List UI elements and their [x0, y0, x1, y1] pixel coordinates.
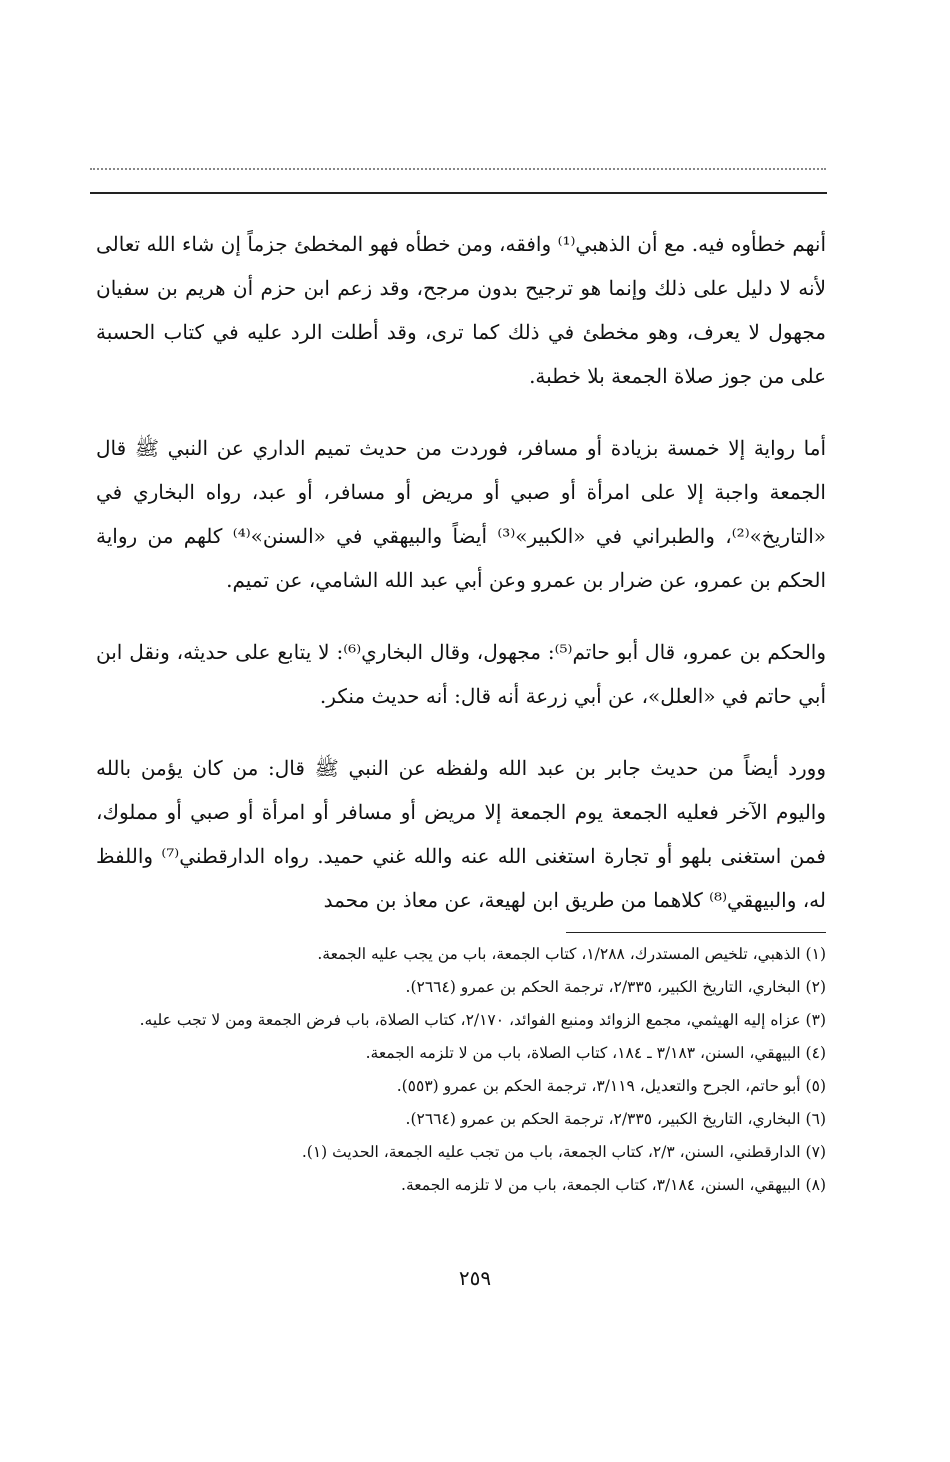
footnote-number: (٢): [805, 978, 826, 996]
paragraph: والحكم بن عمرو، قال أبو حاتم⁽⁵⁾: مجهول، وقال البخاري⁽⁶⁾: لا يتابع على حديثه، ونقل ابن أبي حاتم في «العلل»، عن أبي زرعة أنه قال: أنه حديث منكر.: [96, 640, 826, 708]
footnote-separator: [566, 932, 826, 933]
footnote-number: (٤): [805, 1044, 826, 1062]
footnote-text: أبو حاتم، الجرح والتعديل، ٣/١١٩، ترجمة الحكم بن عمرو (٥٥٣).: [396, 1077, 801, 1095]
footnote: [96, 1008, 826, 1033]
footnote-text: الدارقطني، السنن، ٢/٣، كتاب الجمعة، باب من تجب عليه الجمعة، الحديث (١).: [301, 1143, 801, 1161]
footnote-text: البيهقي، السنن، ٣/١٨٤، كتاب الجمعة، باب من لا تلزمه الجمعة.: [401, 1176, 801, 1194]
footnote-text: الذهبي، تلخيص المستدرك، ١/٢٨٨، كتاب الجمعة، باب من يجب عليه الجمعة.: [317, 945, 801, 963]
paragraph: أنهم خطأوه فيه. مع أن الذهبي⁽¹⁾ وافقه، ومن خطأه فهو المخطئ جزماً إن شاء الله تعالى لأنه لا دليل على ذلك وإنما هو ترجيح بدون مرجح، وقد زعم ابن حزم أن هريم بن سفيان مجهول لا يعرف، وهو مخطئ في ذلك كما ترى، وقد أطلت الرد عليه في كتاب الحسبة على من جوز صلاة الجمعة بلا خطبة.: [96, 232, 826, 388]
footnote-text: البخاري، التاريخ الكبير، ٢/٣٣٥، ترجمة الحكم بن عمرو (٢٦٦٤).: [405, 1110, 801, 1128]
footnote: [96, 1107, 826, 1132]
paragraph: وورد أيضاً من حديث جابر بن عبد الله ولفظه عن النبي ﷺ قال: من كان يؤمن بالله واليوم الآخر فعليه الجمعة يوم الجمعة إلا مريض أو مسافر أو امرأة أو صبي أو مملوك، فمن استغنى بلهو أو تجارة استغنى الله عنه والله غني حميد. رواه الدارقطني⁽⁷⁾ واللفظ له، والبيهقي⁽⁸⁾ كلاهما من طريق ابن لهيعة، عن معاذ بن محمد: [96, 756, 826, 912]
footnote-number: (١): [805, 945, 826, 963]
footnote: [96, 975, 826, 1000]
paragraph: أما رواية إلا خمسة بزيادة أو مسافر، فوردت من حديث تميم الداري عن النبي ﷺ قال الجمعة واجبة إلا على امرأة أو صبي أو مريض أو مسافر، أو عبد، رواه البخاري في «التاريخ»⁽²⁾، والطبراني في «الكبير»⁽³⁾ أيضاً والبيهقي في «السنن»⁽⁴⁾ كلهم من رواية الحكم بن عمرو، عن ضرار بن عمرو وعن أبي عبد الله الشامي، عن تميم.: [96, 436, 827, 592]
footnote-number: (٦): [805, 1110, 826, 1128]
footnote-text: البخاري، التاريخ الكبير، ٢/٣٣٥، ترجمة الحكم بن عمرو (٢٦٦٤).: [405, 978, 801, 996]
footnote-text: البيهقي، السنن، ٣/١٨٣ ـ ١٨٤، كتاب الصلاة، باب من لا تلزمه الجمعة.: [365, 1044, 801, 1062]
footnotes: [96, 942, 826, 1206]
main-text: [96, 222, 826, 922]
footnote-text: عزاه إليه الهيثمي، مجمع الزوائد ومنبع الفوائد، ٢/١٧٠، كتاب الصلاة، باب فرض الجمعة ومن لا تجب عليه.: [139, 1011, 801, 1029]
footnote: [96, 1140, 826, 1165]
header-rule: [90, 192, 827, 194]
footnote-number: (٧): [805, 1143, 826, 1161]
page-number: ٢٥٩: [458, 1266, 492, 1290]
footnote: [96, 1074, 826, 1099]
footnote: [96, 1173, 826, 1198]
footnote: [96, 942, 826, 967]
footnote-number: (٨): [805, 1176, 826, 1194]
footnote-number: (٣): [805, 1011, 826, 1029]
footnote: [96, 1041, 826, 1066]
header-dotted-line: [90, 150, 826, 170]
footnote-number: (٥): [805, 1077, 826, 1095]
